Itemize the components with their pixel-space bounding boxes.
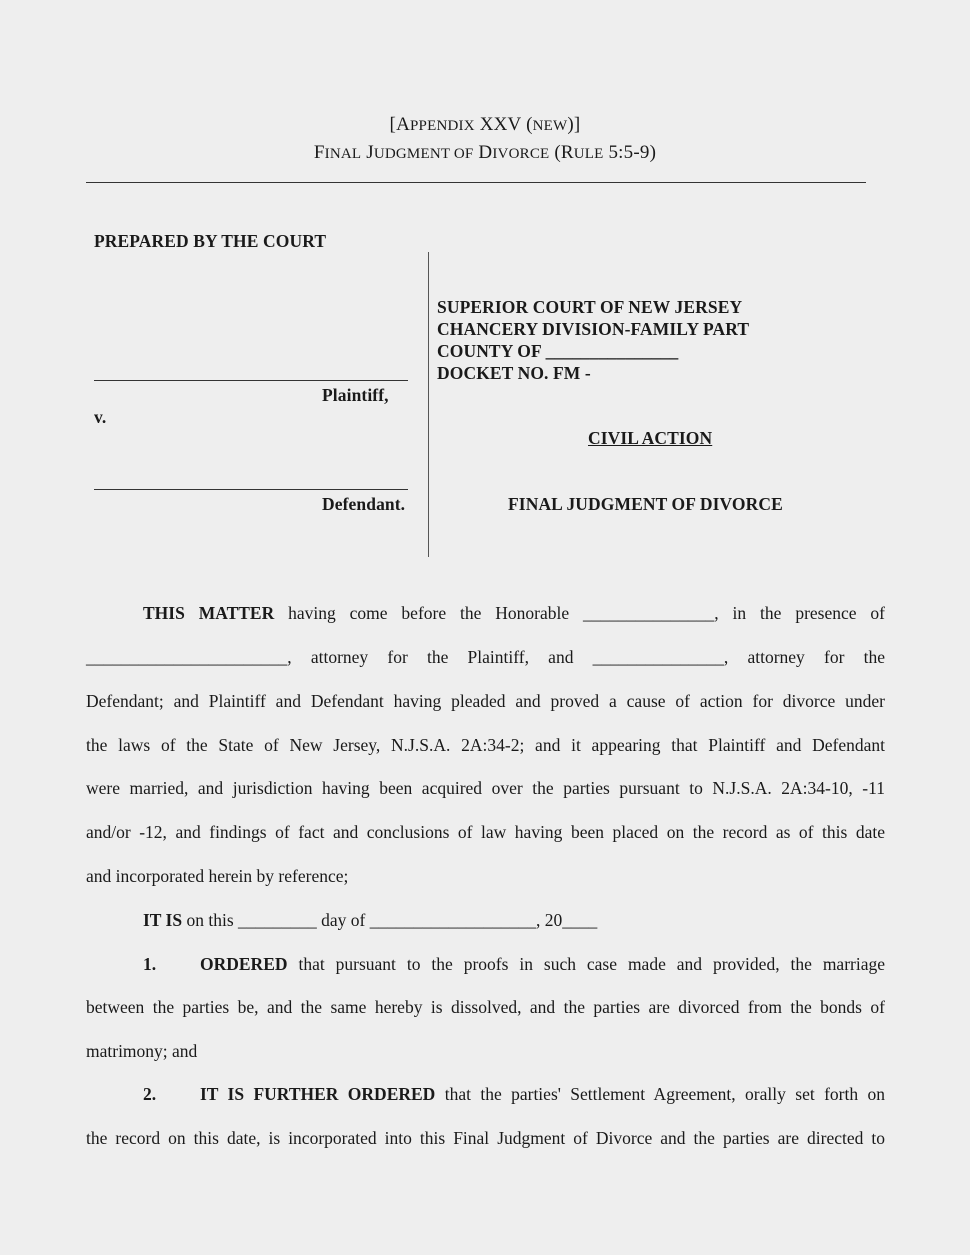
title-r: (R <box>549 142 574 163</box>
paragraph-line: the laws of the State of New Jersey, N.J.S.A. 2A:34-2; and it appearing that Plaintiff and Defendant <box>86 735 885 755</box>
county-field: COUNTY OF _______________ <box>437 341 679 361</box>
item-1-text: that pursuant to the proofs in such case made and provided, the marriage <box>287 954 885 974</box>
appendix-close: )] <box>567 114 581 135</box>
item-1-line <box>200 954 885 975</box>
document-title-heading <box>0 142 970 164</box>
paragraph-line: matrimony; and <box>86 1041 198 1061</box>
title-udgment: UDGMENT OF <box>373 146 474 162</box>
plaintiff-label: Plaintiff, <box>322 385 389 405</box>
prepared-by: PREPARED BY THE COURT <box>94 231 327 251</box>
judgment-title: FINAL JUDGMENT OF DIVORCE <box>508 494 783 514</box>
item-2-line <box>200 1084 885 1105</box>
item-1-number: 1. <box>143 954 157 974</box>
paragraph-line: and/or -12, and findings of fact and conclusions of law having been placed on the record as of this date <box>86 822 885 842</box>
appendix-new: NEW <box>532 118 568 134</box>
item-2-text: that the parties' Settlement Agreement, orally set forth on <box>435 1084 885 1104</box>
defendant-name-line <box>94 489 408 490</box>
title-j: J <box>361 142 374 163</box>
further-ordered-lead: IT IS FURTHER ORDERED <box>200 1084 436 1104</box>
title-rule-number: 5:5-9) <box>603 142 657 163</box>
paragraph-line <box>143 603 885 624</box>
title-f: F <box>313 142 325 163</box>
this-matter-lead: THIS MATTER <box>143 603 275 623</box>
appendix-bracket: [ <box>389 114 397 135</box>
paragraph-line: between the parties be, and the same hereby is dissolved, and the parties are divorced from the bonds of <box>86 997 885 1017</box>
title-d: D <box>473 142 493 163</box>
header-rule <box>86 182 866 183</box>
title-ule: ULE <box>573 146 604 162</box>
date-line <box>143 910 597 931</box>
paragraph-line: Defendant; and Plaintiff and Defendant having pleaded and proved a cause of action for divorce under <box>86 691 885 711</box>
title-inal: INAL <box>324 146 362 162</box>
date-text: on this _________ day of ___________________, 20____ <box>182 910 598 930</box>
it-is-lead: IT IS <box>143 910 183 930</box>
paragraph-line: the record on this date, is incorporated into this Final Judgment of Divorce and the parties are directed to <box>86 1128 885 1148</box>
court-division: CHANCERY DIVISION-FAMILY PART <box>437 319 750 339</box>
civil-action-label: CIVIL ACTION <box>588 428 713 448</box>
docket-number: DOCKET NO. FM - <box>437 363 591 383</box>
ordered-lead: ORDERED <box>200 954 288 974</box>
appendix-heading <box>0 114 970 136</box>
item-2-number: 2. <box>143 1084 157 1104</box>
appendix-a: A <box>396 114 410 135</box>
caption-divider <box>428 252 429 557</box>
paragraph-line: and incorporated herein by reference; <box>86 866 349 886</box>
defendant-label: Defendant. <box>322 494 406 514</box>
title-ivorce: IVORCE <box>492 146 550 162</box>
plaintiff-name-line <box>94 380 408 381</box>
appendix-number: XXV ( <box>474 114 533 135</box>
court-name: SUPERIOR COURT OF NEW JERSEY <box>437 297 743 317</box>
paragraph-line: were married, and jurisdiction having been acquired over the parties pursuant to N.J.S.A. 2A:34-10, -11 <box>86 778 885 798</box>
paragraph-line: _______________________, attorney for the Plaintiff, and _______________, attorney for the <box>86 647 885 667</box>
versus-label: v. <box>94 407 107 427</box>
appendix-smallcaps: PPENDIX <box>410 118 475 134</box>
paragraph-text: having come before the Honorable _______________, in the presence of <box>274 603 885 623</box>
